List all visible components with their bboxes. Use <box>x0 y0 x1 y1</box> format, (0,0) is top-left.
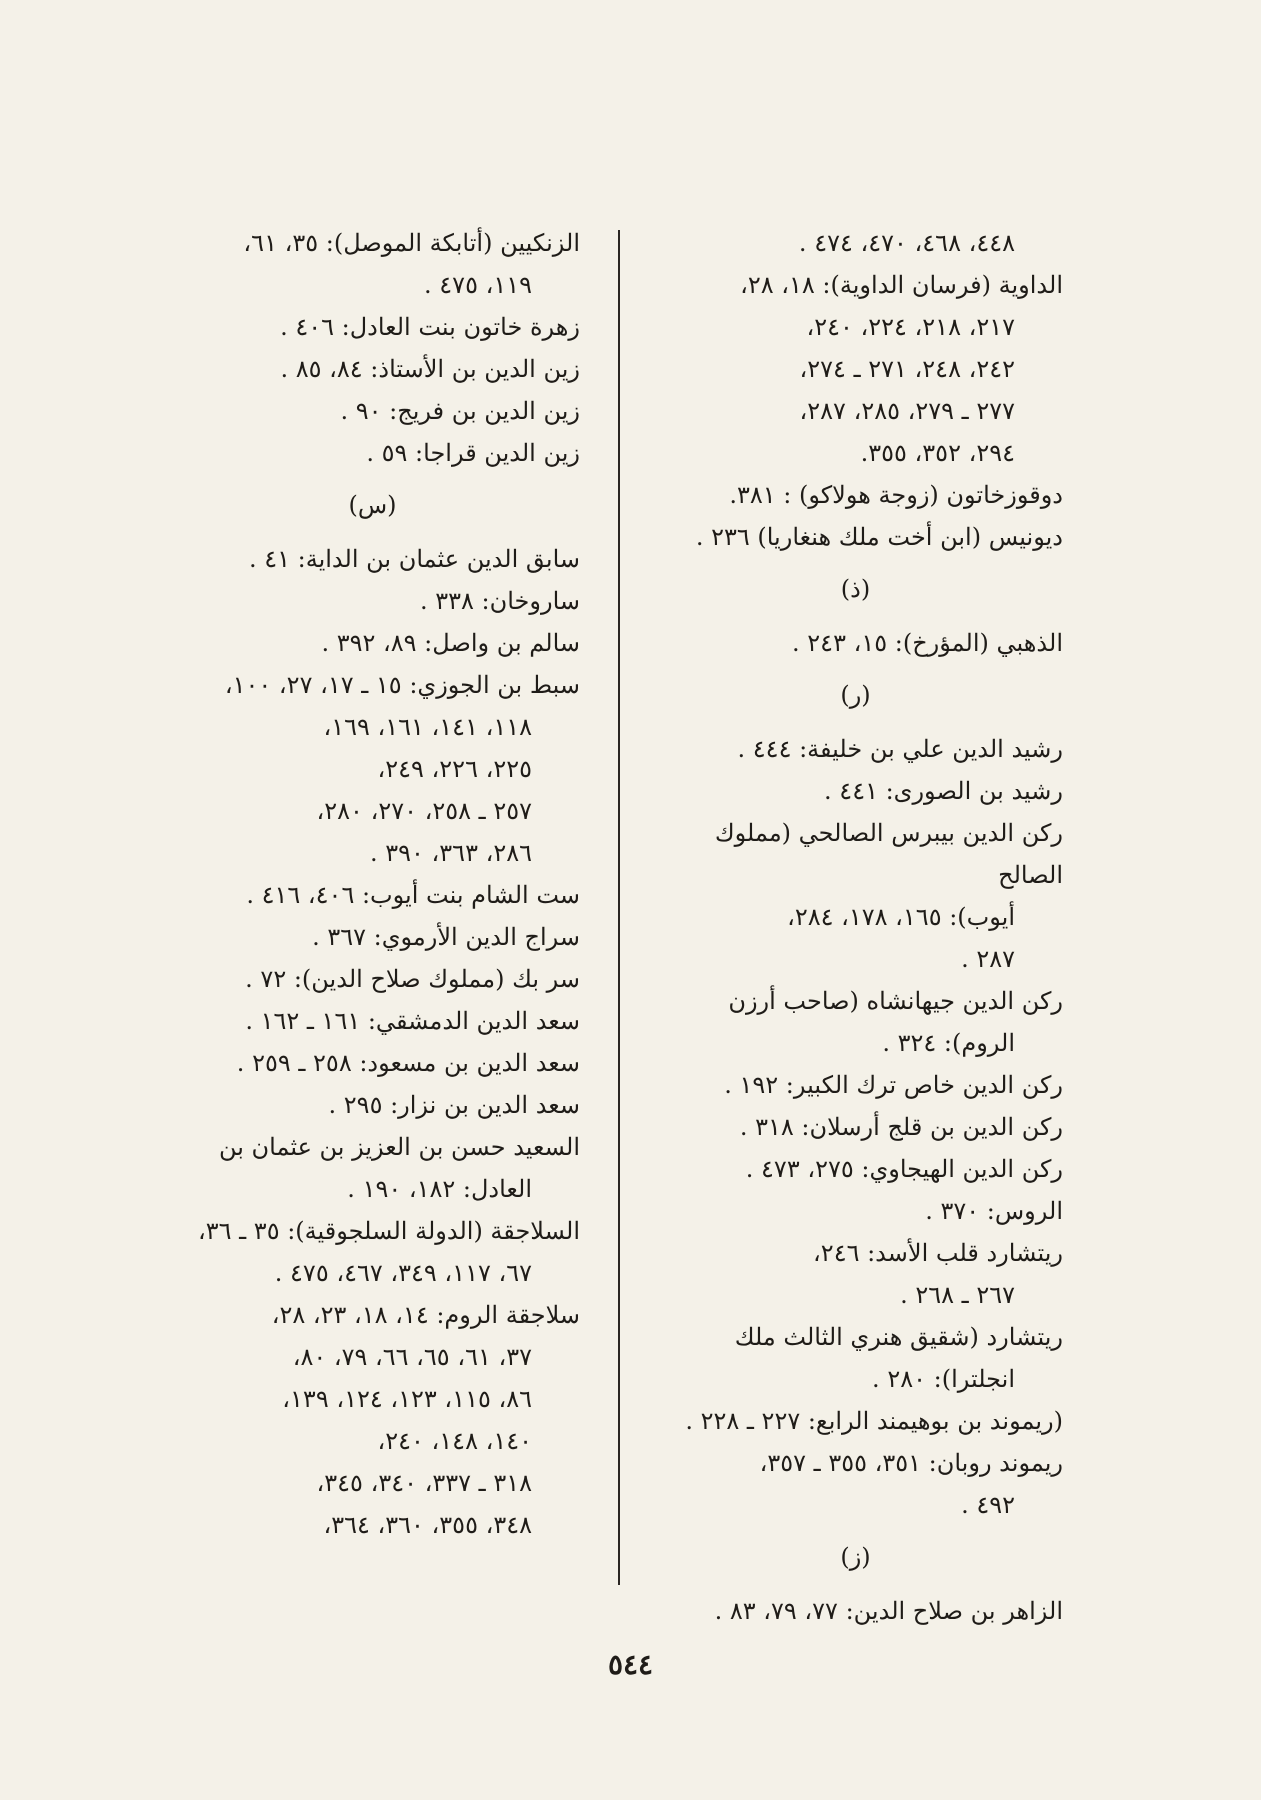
entry-line: ٢٨٧ . <box>961 945 1015 973</box>
entry-line: ٨٦، ١١٥، ١٢٣، ١٢٤، ١٣٩، <box>282 1385 532 1413</box>
entry-line: (ريموند بن بوهيمند الرابع: ٢٢٧ ـ ٢٢٨ . <box>685 1407 1063 1435</box>
entry-line: ٢١٧، ٢١٨، ٢٢٤، ٢٤٠، <box>806 313 1015 341</box>
index-entry <box>165 1000 580 1042</box>
entry-line: ٣٧، ٦١، ٦٥، ٦٦، ٧٩، ٨٠، <box>292 1343 532 1371</box>
entry-line: ديونيس (ابن أخت ملك هنغاريا) ٢٣٦ . <box>695 523 1063 551</box>
index-entry <box>648 264 1063 474</box>
index-entry <box>165 622 580 664</box>
index-entry <box>648 1106 1063 1148</box>
index-entry <box>165 580 580 622</box>
entry-line: سبط بن الجوزي: ١٥ ـ ١٧، ٢٧، ١٠٠، <box>224 671 580 699</box>
entry-line: ٢٤٢، ٢٤٨، ٢٧١ ـ ٢٧٤، <box>799 355 1015 383</box>
entry-line: الداوية (فرسان الداوية): ١٨، ٢٨، <box>740 271 1063 299</box>
entry-line: الزنكيين (أتابكة الموصل): ٣٥، ٦١، <box>243 229 580 257</box>
index-entry <box>165 1126 580 1210</box>
entry-line: رشيد الدين علي بن خليفة: ٤٤٤ . <box>737 735 1063 763</box>
entry-line: ٣٤٨، ٣٥٥، ٣٦٠، ٣٦٤، <box>323 1511 532 1539</box>
entry-line: السلاجقة (الدولة السلجوقية): ٣٥ ـ ٣٦، <box>197 1217 580 1245</box>
entry-line: ريموند روبان: ٣٥١، ٣٥٥ ـ ٣٥٧، <box>759 1449 1063 1477</box>
index-entry <box>648 622 1063 664</box>
entry-line: زين الدين قراجا: ٥٩ . <box>366 439 580 467</box>
entry-line: أيوب): ١٦٥، ١٧٨، ٢٨٤، <box>787 903 1015 931</box>
entry-line: ٣١٨ ـ ٣٣٧، ٣٤٠، ٣٤٥، <box>316 1469 532 1497</box>
entry-line: ١٤٠، ١٤٨، ٢٤٠، <box>377 1427 532 1455</box>
index-entry <box>165 916 580 958</box>
entry-line: ٢٧٧ ـ ٢٧٩، ٢٨٥، ٢٨٧، <box>799 397 1015 425</box>
entry-line: ركن الدين بيبرس الصالحي (مملوك الصالح <box>714 819 1063 889</box>
entry-line: ساروخان: ٣٣٨ . <box>419 587 580 615</box>
index-entry <box>165 664 580 874</box>
index-entry <box>648 1190 1063 1232</box>
index-entry <box>648 770 1063 812</box>
entry-line: سلاجقة الروم: ١٤، ١٨، ٢٣، ٢٨، <box>271 1301 580 1329</box>
section-letter-heading: (ر) <box>840 681 871 709</box>
entry-line: ١١٩، ٤٧٥ . <box>424 271 532 299</box>
index-entry <box>648 1148 1063 1190</box>
index-entry <box>648 1232 1063 1316</box>
index-entry <box>648 516 1063 558</box>
index-entry <box>165 348 580 390</box>
entry-line: الروس: ٣٧٠ . <box>925 1197 1063 1225</box>
entry-line: زهرة خاتون بنت العادل: ٤٠٦ . <box>280 313 580 341</box>
entry-line: السعيد حسن بن العزيز بن عثمان بن <box>218 1133 580 1161</box>
section-letter-heading: (ذ) <box>840 575 871 603</box>
entry-line: ٢٩٤، ٣٥٢، ٣٥٥. <box>860 439 1015 467</box>
index-entry <box>165 874 580 916</box>
entry-line: ركن الدين جيهانشاه (صاحب أرزن <box>728 987 1063 1015</box>
entry-line: الذهبي (المؤرخ): ١٥، ٢٤٣ . <box>792 629 1063 657</box>
entry-line: ركن الدين خاص ترك الكبير: ١٩٢ . <box>724 1071 1063 1099</box>
entry-line: رشيد بن الصورى: ٤٤١ . <box>824 777 1063 805</box>
entry-line: زين الدين بن فريج: ٩٠ . <box>340 397 580 425</box>
entry-line: سالم بن واصل: ٨٩، ٣٩٢ . <box>321 629 580 657</box>
entry-line: ١١٨، ١٤١، ١٦١، ١٦٩، <box>323 713 532 741</box>
entry-line: ست الشام بنت أيوب: ٤٠٦، ٤١٦ . <box>246 881 580 909</box>
entry-line: زين الدين بن الأستاذ: ٨٤، ٨٥ . <box>280 355 580 383</box>
entry-line: الروم): ٣٢٤ . <box>882 1029 1015 1057</box>
entry-line: ٢٦٧ ـ ٢٦٨ . <box>900 1281 1015 1309</box>
index-entry <box>165 958 580 1000</box>
entry-line: ريتشارد (شقيق هنري الثالث ملك <box>734 1323 1063 1351</box>
left-column <box>165 222 580 1546</box>
entry-line: ٢٢٥، ٢٢٦، ٢٤٩، <box>377 755 532 783</box>
index-entry <box>648 1400 1063 1442</box>
index-entry <box>165 390 580 432</box>
entry-line: سعد الدين الدمشقي: ١٦١ ـ ١٦٢ . <box>245 1007 580 1035</box>
index-entry <box>165 538 580 580</box>
index-entry <box>648 728 1063 770</box>
entry-line: ريتشارد قلب الأسد: ٢٤٦، <box>813 1239 1063 1267</box>
entry-line: الزاهر بن صلاح الدين: ٧٧، ٧٩، ٨٣ . <box>714 1597 1063 1625</box>
entry-line: ركن الدين الهيجاوي: ٢٧٥، ٤٧٣ . <box>745 1155 1063 1183</box>
entry-line: سر بك (مملوك صلاح الدين): ٧٢ . <box>245 965 580 993</box>
index-entry <box>648 1442 1063 1526</box>
entry-line: ٢٨٦، ٣٦٣، ٣٩٠ . <box>369 839 532 867</box>
section-letter-heading: (س) <box>348 491 397 519</box>
right-column <box>648 222 1063 1632</box>
entry-line: دوقوزخاتون (زوجة هولاكو) : ٣٨١. <box>729 481 1063 509</box>
entry-line: سراج الدين الأرموي: ٣٦٧ . <box>312 923 580 951</box>
index-entry <box>648 812 1063 980</box>
entry-line: العادل: ١٨٢، ١٩٠ . <box>347 1175 532 1203</box>
entry-line: سعد الدين بن نزار: ٢٩٥ . <box>328 1091 580 1119</box>
index-entry <box>648 1590 1063 1632</box>
entry-line: سابق الدين عثمان بن الداية: ٤١ . <box>248 545 580 573</box>
entry-line: ٤٩٢ . <box>961 1491 1015 1519</box>
index-entry <box>648 474 1063 516</box>
index-entry <box>165 1210 580 1294</box>
index-entry-continuation <box>648 222 1063 264</box>
index-entry <box>648 980 1063 1064</box>
page-number: ٥٤٤ <box>607 1648 654 1681</box>
index-entry <box>165 306 580 348</box>
entry-line: ٢٥٧ ـ ٢٥٨، ٢٧٠، ٢٨٠، <box>316 797 532 825</box>
entry-line: ٦٧، ١١٧، ٣٤٩، ٤٦٧، ٤٧٥ . <box>274 1259 532 1287</box>
index-entry <box>165 222 580 306</box>
index-entry <box>165 1042 580 1084</box>
index-entry <box>165 1294 580 1546</box>
column-divider <box>618 230 620 1585</box>
entry-line: انجلترا): ٢٨٠ . <box>872 1365 1015 1393</box>
index-entry <box>165 432 580 474</box>
entry-line: ركن الدين بن قلج أرسلان: ٣١٨ . <box>739 1113 1063 1141</box>
index-entry <box>648 1064 1063 1106</box>
entry-line: ٤٤٨، ٤٦٨، ٤٧٠، ٤٧٤ . <box>798 229 1015 257</box>
index-entry <box>648 1316 1063 1400</box>
entry-line: سعد الدين بن مسعود: ٢٥٨ ـ ٢٥٩ . <box>236 1049 580 1077</box>
section-letter-heading: (ز) <box>840 1543 871 1571</box>
index-entry <box>165 1084 580 1126</box>
